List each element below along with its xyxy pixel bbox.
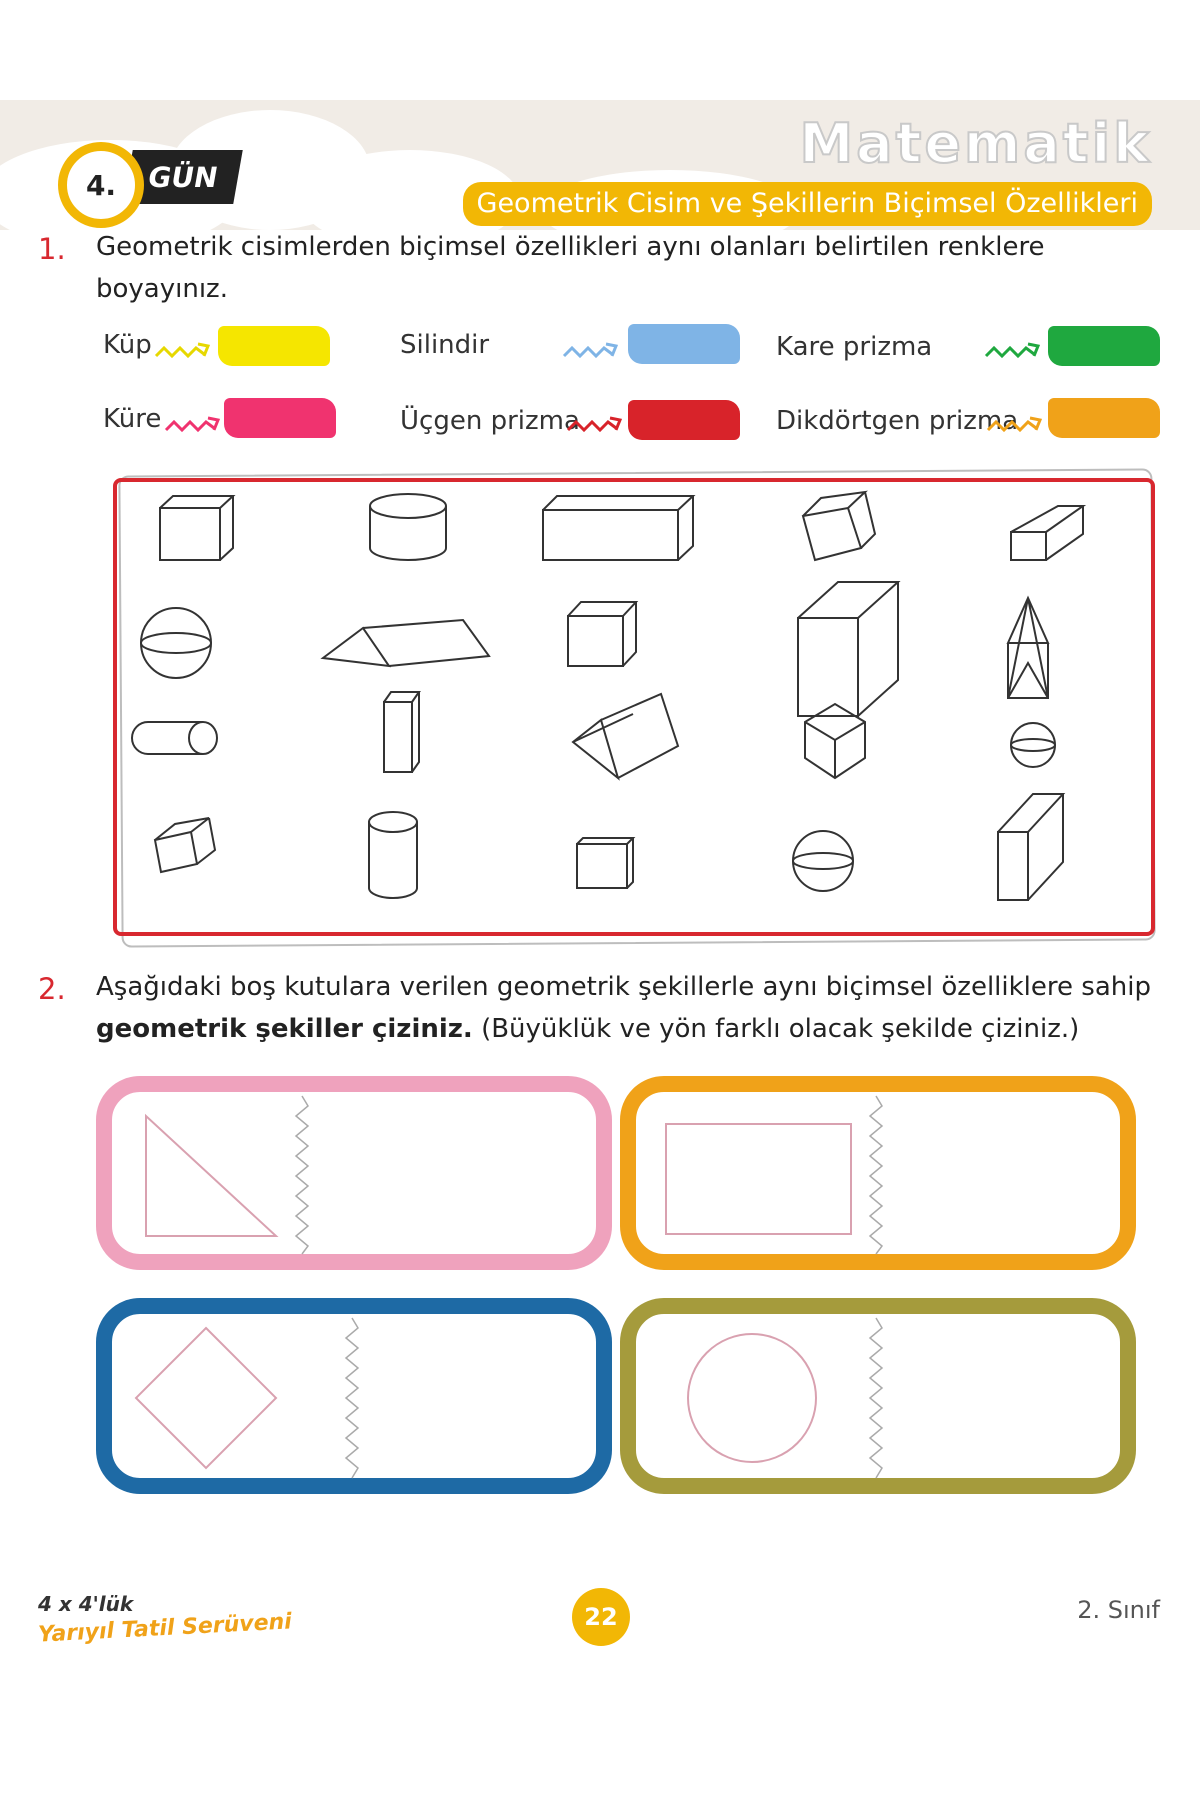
drawing-area-square[interactable] xyxy=(368,1322,588,1472)
squiggle-arrow-icon xyxy=(562,340,620,364)
shape-cylinder-upright[interactable] xyxy=(369,812,417,898)
drawing-area-circle[interactable] xyxy=(892,1322,1112,1472)
drawing-box-square xyxy=(96,1298,616,1498)
swatch-kare-prizma xyxy=(1048,326,1160,366)
question-2-line1: Aşağıdaki boş kutulara verilen geometrik şekillerle aynı biçimsel özelliklere sahip xyxy=(96,972,1151,1002)
legend-label-kure: Küre xyxy=(103,404,162,434)
shape-sphere-bottom[interactable] xyxy=(793,831,853,891)
shape-cube-small-tilted[interactable] xyxy=(155,818,215,872)
squiggle-arrow-icon xyxy=(986,414,1044,438)
page-number: 22 xyxy=(572,1588,630,1646)
shape-cylinder[interactable] xyxy=(370,494,446,560)
model-square xyxy=(136,1328,276,1468)
zigzag-divider xyxy=(870,1318,882,1478)
day-number: 4. xyxy=(85,168,117,202)
shape-triangular-prism[interactable] xyxy=(323,620,489,666)
squiggle-arrow-icon xyxy=(566,414,624,438)
shape-sphere-small[interactable] xyxy=(1011,723,1055,767)
zigzag-divider xyxy=(346,1318,358,1478)
drawing-box-triangle xyxy=(96,1076,616,1274)
topic-title: Geometrik Cisim ve Şekillerin Biçimsel Özellikleri xyxy=(463,182,1152,226)
subject-title: Matematik xyxy=(799,112,1152,175)
shape-sphere[interactable] xyxy=(141,608,211,678)
legend-label-dikdortgen-prizma: Dikdörtgen prizma xyxy=(776,406,1019,436)
shape-cylinder-horizontal[interactable] xyxy=(132,722,217,754)
shape-rectangular-prism-tall[interactable] xyxy=(798,582,898,716)
geometric-solids-grid xyxy=(113,478,1155,936)
question-2-note: (Büyüklük ve yön farklı olacak şekilde çiziniz.) xyxy=(481,1014,1080,1044)
drawing-area-rectangle[interactable] xyxy=(892,1100,1112,1250)
question-1-number: 1. xyxy=(38,232,66,266)
model-triangle xyxy=(146,1116,276,1236)
alarm-clock-icon xyxy=(58,142,144,228)
shape-square-prism[interactable] xyxy=(1011,506,1083,560)
swatch-kure xyxy=(224,398,336,438)
brand-logo xyxy=(37,1592,293,1648)
legend-label-silindir: Silindir xyxy=(400,330,490,360)
shape-cube-small[interactable] xyxy=(568,602,636,666)
shape-triangular-prism-tilted[interactable] xyxy=(573,694,678,778)
shape-cube[interactable] xyxy=(160,496,233,560)
brand-line2: Yarıyıl Tatil Serüveni xyxy=(37,1609,293,1648)
question-2-line2-bold: geometrik şekiller çiziniz. xyxy=(96,1014,473,1044)
drawing-area-triangle[interactable] xyxy=(318,1100,588,1250)
zigzag-divider xyxy=(870,1096,882,1254)
legend-label-kup: Küp xyxy=(103,330,152,360)
shape-square-prism-tall[interactable] xyxy=(384,692,419,772)
squiggle-arrow-icon xyxy=(984,340,1042,364)
question-1-text: Geometrik cisimlerden biçimsel özellikleri aynı olanları belirtilen renklere boyayınız. xyxy=(96,232,1045,304)
swatch-ucgen-prizma xyxy=(628,400,740,440)
shape-rectangular-prism-leaning[interactable] xyxy=(998,794,1063,900)
shape-rectangular-prism[interactable] xyxy=(543,496,693,560)
swatch-dikdortgen-prizma xyxy=(1048,398,1160,438)
question-2-line2 xyxy=(96,1008,1176,1050)
legend-label-kare-prizma: Kare prizma xyxy=(776,332,933,362)
day-label-text: GÜN xyxy=(145,160,221,194)
drawing-box-rectangle xyxy=(620,1076,1140,1274)
drawing-box-circle xyxy=(620,1298,1140,1498)
grade-label: 2. Sınıf xyxy=(1077,1596,1160,1624)
brand-line1: 4 x 4'lük xyxy=(38,1592,134,1616)
legend-label-ucgen-prizma: Üçgen prizma xyxy=(400,406,580,436)
shape-cube-tilted[interactable] xyxy=(803,492,875,560)
swatch-kup xyxy=(218,326,330,366)
shape-triangular-prism-upright[interactable] xyxy=(1008,598,1048,698)
squiggle-arrow-icon xyxy=(164,414,222,438)
swatch-silindir xyxy=(628,324,740,364)
question-2-number: 2. xyxy=(38,972,66,1006)
model-rectangle xyxy=(666,1124,851,1234)
squiggle-arrow-icon xyxy=(154,340,212,364)
zigzag-divider xyxy=(296,1096,308,1254)
model-circle xyxy=(688,1334,816,1462)
shape-cube-front[interactable] xyxy=(577,838,633,888)
